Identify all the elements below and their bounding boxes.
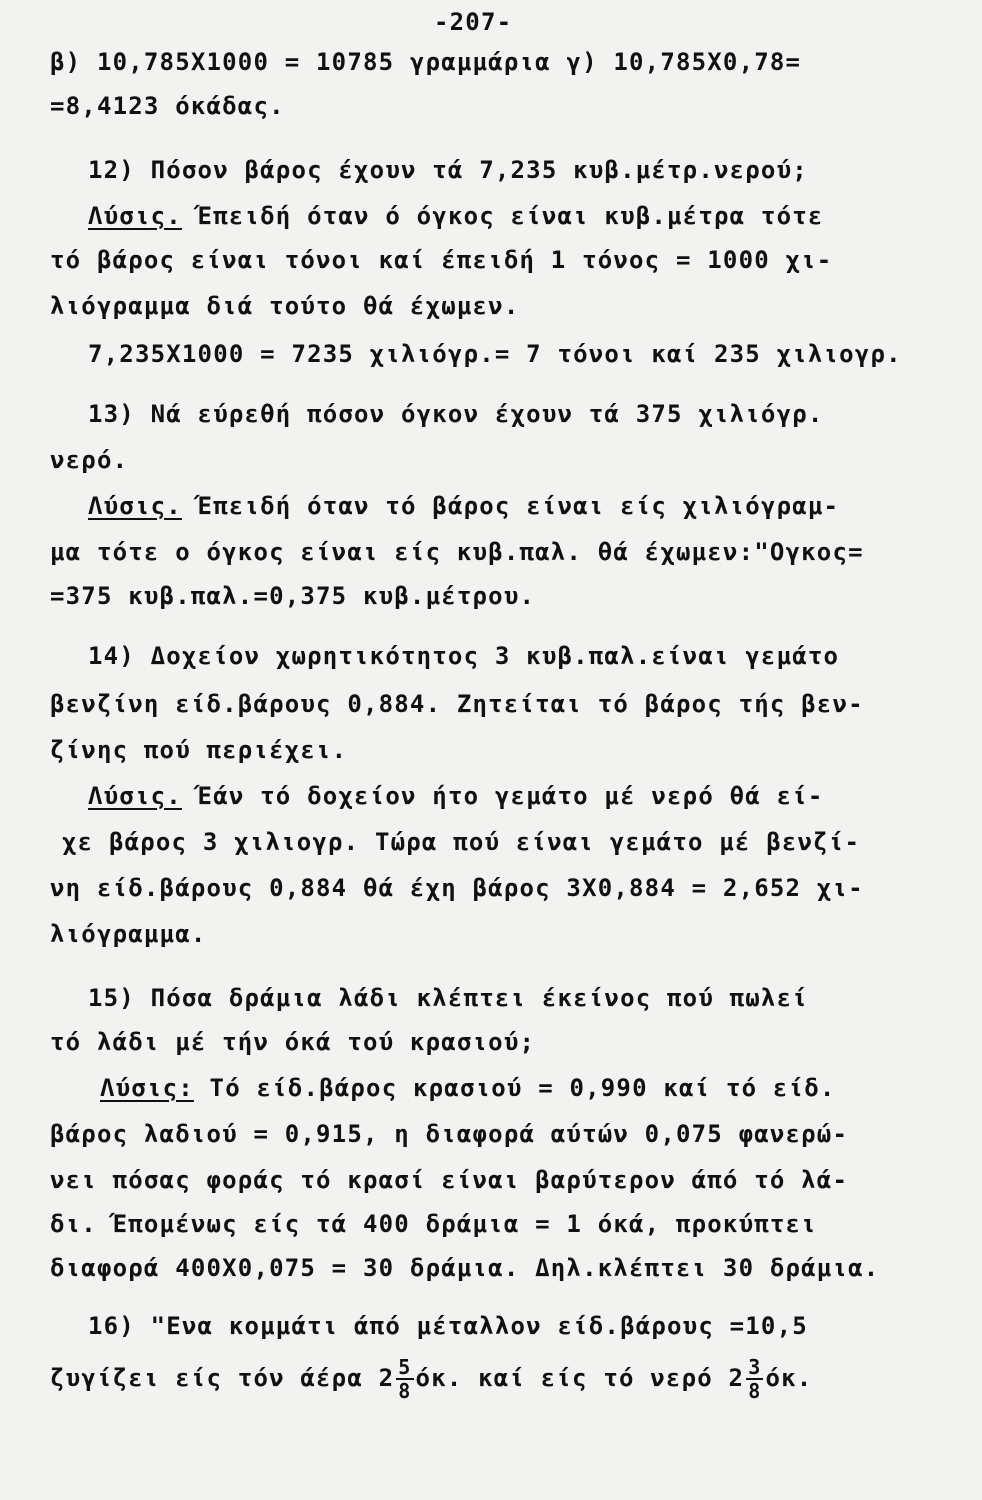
text-segment: ζυγίζει είς τόν άέρα 2	[50, 1364, 395, 1392]
text-line-12: =375 κυβ.παλ.=0,375 κυβ.μέτρου.	[50, 582, 536, 610]
solution-label: Λύσις.	[88, 492, 182, 520]
text-line-17: χε βάρος 3 χιλιογρ. Τώρα πού είναι γεμάτο μέ βενζί-	[62, 828, 861, 856]
text-segment: όκ. καί είς τό νερό 2	[415, 1364, 745, 1392]
fraction-denominator: 8	[748, 1379, 762, 1403]
text-line-14: βενζίνη είδ.βάρους 0,884. Ζητείται τό βάρος τής βεν-	[50, 690, 864, 718]
problem-13-heading: 13) Νά εύρεθή πόσον όγκον έχουν τά 375 χιλιόγρ.	[88, 400, 824, 428]
solution-text: Έπειδή όταν ό όγκος είναι κυβ.μέτρα τότε	[181, 202, 824, 230]
text-line-24: νει πόσας φοράς τό κρασί είναι βαρύτερον άπό τό λά-	[50, 1166, 849, 1194]
text-line-23: βάρος λαδιού = 0,915, η διαφορά αύτών 0,075 φανερώ-	[50, 1120, 849, 1148]
solution-12-line-1	[88, 200, 824, 232]
text-line-15: ζίνης πού περιέχει.	[50, 736, 348, 764]
problem-16-heading: 16) "Ενα κομμάτι άπό μέταλλον είδ.βάρους =10,5	[88, 1312, 808, 1340]
problem-14-heading: 14) Δοχείον χωρητικότητος 3 κυβ.παλ.είναι γεμάτο	[88, 642, 840, 670]
solution-14-line-1	[88, 780, 824, 812]
fraction-numerator: 5	[398, 1355, 412, 1379]
text-segment: όκ.	[765, 1364, 813, 1392]
text-line-18: νη είδ.βάρους 0,884 θά έχη βάρος 3Χ0,884 = 2,652 χι-	[50, 874, 864, 902]
text-line-6: λιόγραμμα διά τούτο θά έχωμεν.	[50, 292, 520, 320]
page-number: -207-	[434, 8, 513, 36]
text-line-19: λιόγραμμα.	[50, 920, 207, 948]
fraction	[396, 1356, 413, 1402]
text-line-25: δι. Έπομένως είς τά 400 δράμια = 1 όκά, προκύπτει	[50, 1210, 817, 1238]
text-line-9: νερό.	[50, 446, 129, 474]
fraction-denominator: 8	[398, 1379, 412, 1403]
problem-12-heading: 12) Πόσον βάρος έχουν τά 7,235 κυβ.μέτρ.νερού;	[88, 156, 808, 184]
solution-label: Λύσις:	[100, 1074, 194, 1102]
problem-15-heading: 15) Πόσα δράμια λάδι κλέπτει έκείνος πού πωλεί	[88, 984, 808, 1012]
text-line-21: τό λάδι μέ τήν όκά τού κρασιού;	[50, 1028, 536, 1056]
solution-text: Έάν τό δοχείον ήτο γεμάτο μέ νερό θά εί-	[181, 782, 824, 810]
text-line-2: =8,4123 όκάδας.	[50, 92, 285, 120]
text-line-5: τό βάρος είναι τόνοι καί έπειδή 1 τόνος = 1000 χι-	[50, 246, 833, 274]
text-line-11: μα τότε ο όγκος είναι είς κυβ.παλ. θά έχωμεν:"Ογκος=	[50, 538, 864, 566]
solution-15-line-1	[100, 1072, 836, 1104]
solution-label: Λύσις.	[88, 782, 182, 810]
text-line-1: β) 10,785Χ1000 = 10785 γραμμάρια γ) 10,785Χ0,78=	[50, 48, 802, 76]
solution-label: Λύσις.	[88, 202, 182, 230]
text-line-26: διαφορά 400Χ0,075 = 30 δράμια. Δηλ.κλέπτει 30 δράμια.	[50, 1254, 880, 1282]
fraction-numerator: 3	[748, 1355, 762, 1379]
solution-13-line-1	[88, 490, 839, 522]
solution-text: Τό είδ.βάρος κρασιού = 0,990 καί τό είδ.	[193, 1074, 836, 1102]
solution-text: Έπειδή όταν τό βάρος είναι είς χιλιόγραμ-	[181, 492, 840, 520]
text-line-28	[50, 1354, 812, 1402]
text-line-7: 7,235Χ1000 = 7235 χιλιόγρ.= 7 τόνοι καί 235 χιλιογρ.	[88, 340, 902, 368]
fraction	[746, 1356, 763, 1402]
